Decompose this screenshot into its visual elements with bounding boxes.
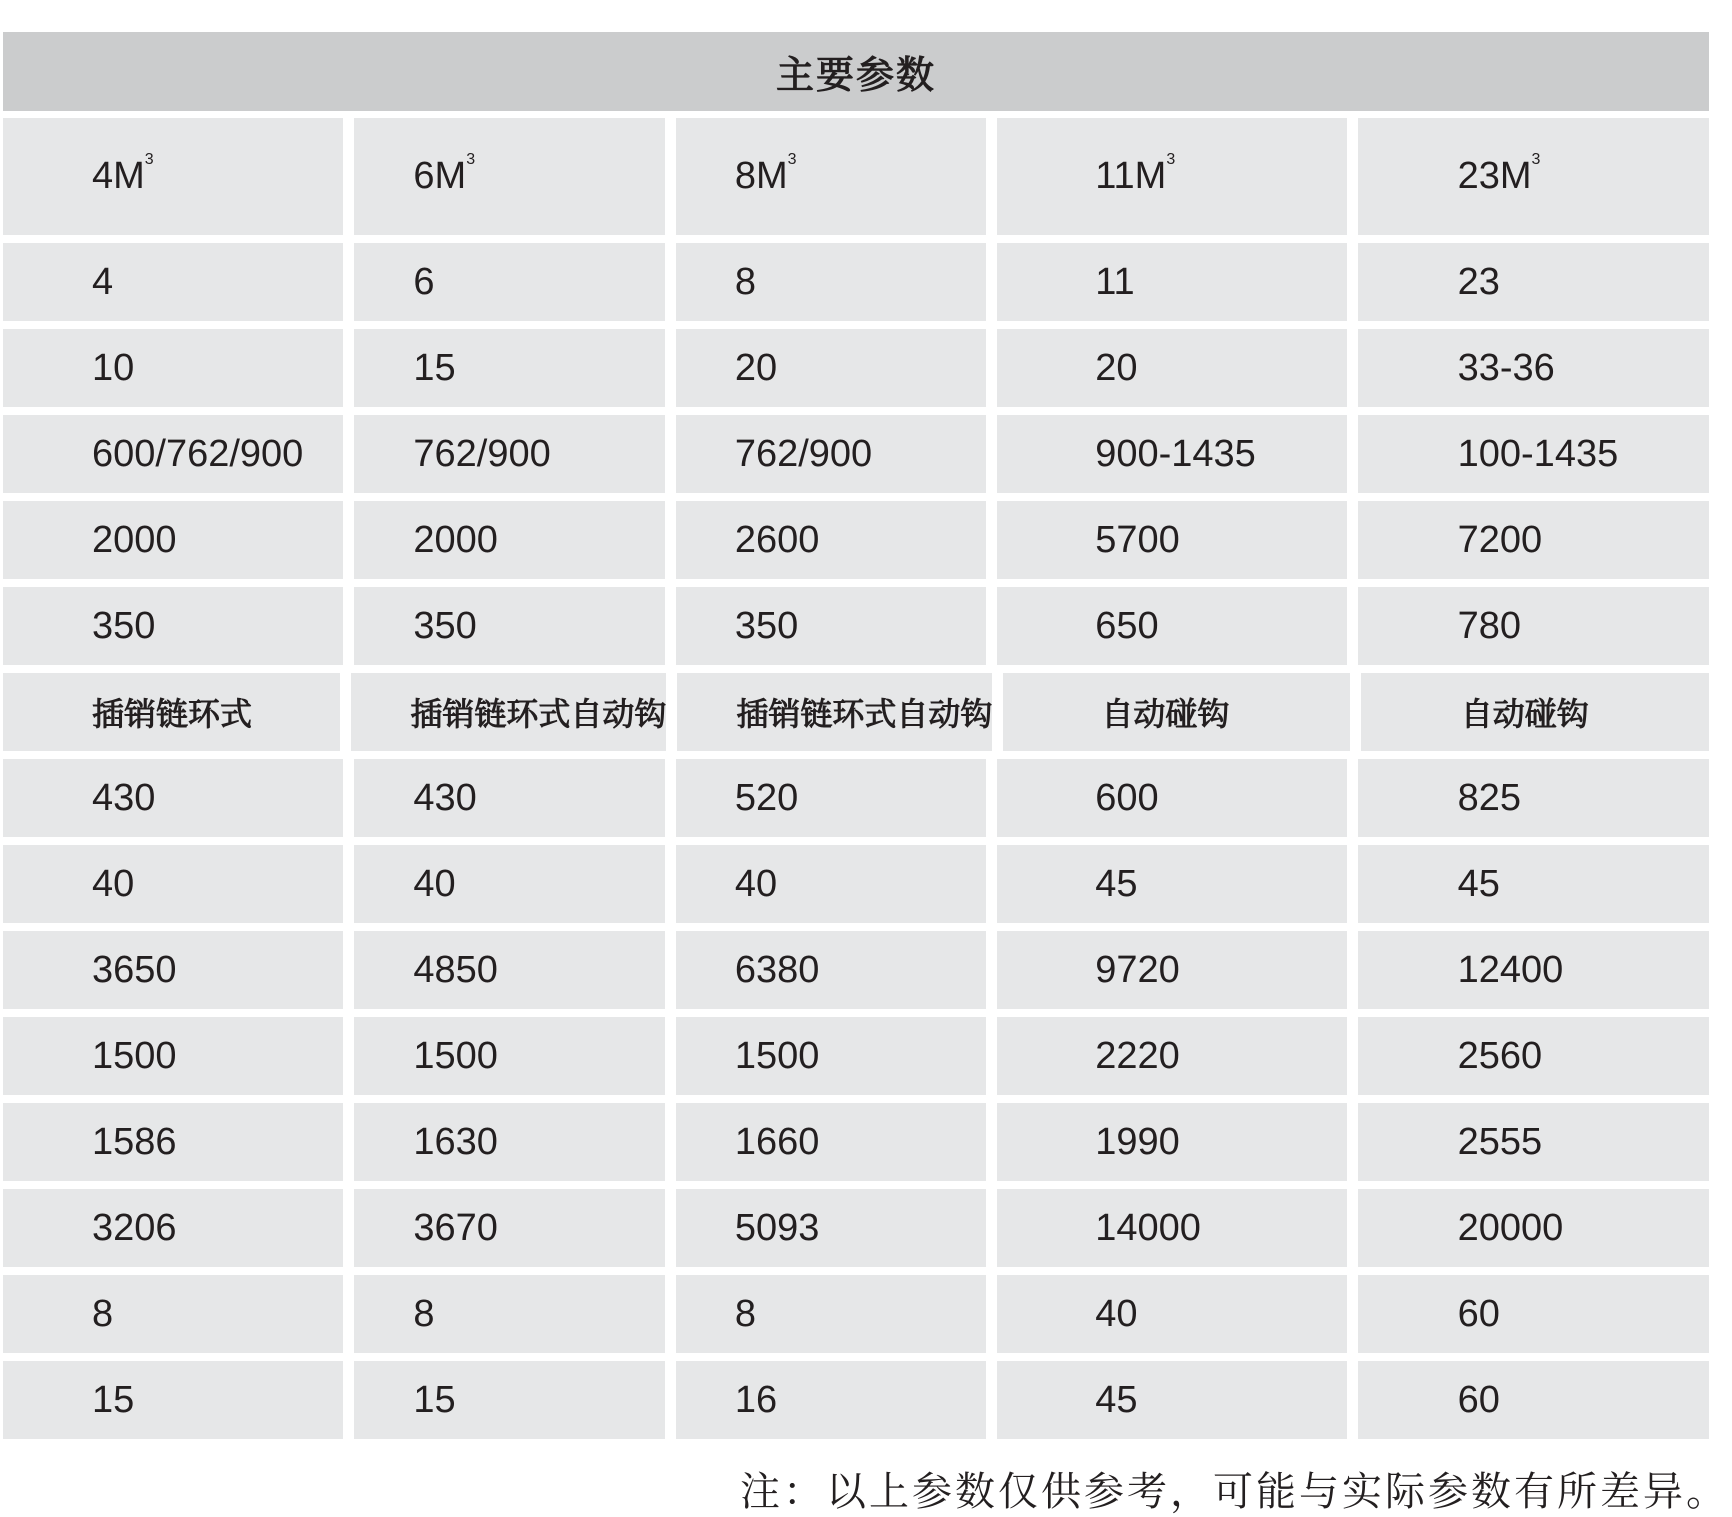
table-row	[3, 415, 1709, 493]
table-cell: 350	[3, 587, 343, 665]
table-cell: 8	[676, 1275, 986, 1353]
table-cell: 45	[997, 845, 1346, 923]
table-cell: 762/900	[676, 415, 986, 493]
table-cell: 1990	[997, 1103, 1346, 1181]
table-cell: 11	[997, 243, 1346, 321]
table-row	[3, 673, 1709, 751]
table-cell: 600/762/900	[3, 415, 343, 493]
table-cell: 6380	[676, 931, 986, 1009]
table-cell: 8	[354, 1275, 664, 1353]
table-cell: 3670	[354, 1189, 664, 1267]
model-label: $11M^3$	[1095, 151, 1176, 197]
table-cell: 10	[3, 329, 343, 407]
table-row	[3, 1103, 1709, 1181]
model-label: $23M^3$	[1457, 151, 1541, 197]
table-cell: 插销链环式自动钩	[351, 673, 666, 751]
table-cell: 插销链环式	[3, 673, 340, 751]
table-row	[3, 1017, 1709, 1095]
parameter-table	[3, 32, 1709, 1447]
model-label: $6M^3$	[413, 151, 476, 197]
table-cell: 2220	[997, 1017, 1346, 1095]
table-cell: 2555	[1358, 1103, 1709, 1181]
model-cell	[1358, 118, 1709, 235]
table-cell: 350	[354, 587, 664, 665]
table-cell: 1500	[3, 1017, 343, 1095]
table-cell: 23	[1358, 243, 1709, 321]
table-cell: 15	[3, 1361, 343, 1439]
table-row	[3, 587, 1709, 665]
table-cell: 8	[676, 243, 986, 321]
table-cell: 4	[3, 243, 343, 321]
table-cell: 600	[997, 759, 1346, 837]
table-cell: 自动碰钩	[1361, 673, 1709, 751]
table-cell: 3206	[3, 1189, 343, 1267]
model-cell	[997, 118, 1346, 235]
table-title: 主要参数	[3, 32, 1709, 111]
table-cell: 780	[1358, 587, 1709, 665]
table-cell: 1500	[676, 1017, 986, 1095]
table-cell: 430	[3, 759, 343, 837]
table-cell: 40	[3, 845, 343, 923]
table-cell: 20	[676, 329, 986, 407]
table-row	[3, 845, 1709, 923]
table-row	[3, 501, 1709, 579]
table-cell: 5700	[997, 501, 1346, 579]
table-cell: 12400	[1358, 931, 1709, 1009]
table-cell: 15	[354, 329, 664, 407]
table-cell: 650	[997, 587, 1346, 665]
table-cell: 20000	[1358, 1189, 1709, 1267]
table-row	[3, 759, 1709, 837]
table-row	[3, 1275, 1709, 1353]
table-cell: 1500	[354, 1017, 664, 1095]
table-cell: 430	[354, 759, 664, 837]
table-cell: 2000	[354, 501, 664, 579]
table-cell: 14000	[997, 1189, 1346, 1267]
table-cell: 15	[354, 1361, 664, 1439]
model-label: $4M^3$	[92, 151, 154, 197]
model-label: $8M^3$	[734, 151, 797, 197]
table-cell: 100-1435	[1358, 415, 1709, 493]
table-cell: 40	[676, 845, 986, 923]
table-cell: 60	[1358, 1361, 1709, 1439]
table-cell: 40	[997, 1275, 1346, 1353]
table-cell: 45	[1358, 845, 1709, 923]
model-cell	[354, 118, 664, 235]
table-cell: 1586	[3, 1103, 343, 1181]
table-cell: 825	[1358, 759, 1709, 837]
model-cell	[676, 118, 986, 235]
table-cell: 2000	[3, 501, 343, 579]
table-cell: 16	[676, 1361, 986, 1439]
table-row	[3, 329, 1709, 407]
model-cell	[3, 118, 343, 235]
table-cell: 60	[1358, 1275, 1709, 1353]
table-cell: 1630	[354, 1103, 664, 1181]
table-cell: 9720	[997, 931, 1346, 1009]
table-row	[3, 243, 1709, 321]
table-cell: 350	[676, 587, 986, 665]
table-cell: 8	[3, 1275, 343, 1353]
table-cell: 762/900	[354, 415, 664, 493]
table-cell: 5093	[676, 1189, 986, 1267]
table-cell: 插销链环式自动钩	[677, 673, 992, 751]
table-cell: 1660	[676, 1103, 986, 1181]
table-cell: 33-36	[1358, 329, 1709, 407]
table-cell: 900-1435	[997, 415, 1346, 493]
table-cell: 2560	[1358, 1017, 1709, 1095]
table-cell: 4850	[354, 931, 664, 1009]
table-cell: 45	[997, 1361, 1346, 1439]
table-cell: 自动碰钩	[1003, 673, 1349, 751]
table-cell: 2600	[676, 501, 986, 579]
table-row	[3, 1189, 1709, 1267]
table-cell: 40	[354, 845, 664, 923]
table-row	[3, 931, 1709, 1009]
table-cell: 6	[354, 243, 664, 321]
disclaimer-note: 注：以上参数仅供参考，可能与实际参数有所差异。	[740, 1469, 1729, 1515]
table-row	[3, 1361, 1709, 1439]
table-cell: 520	[676, 759, 986, 837]
table-cell: 7200	[1358, 501, 1709, 579]
table-cell: 3650	[3, 931, 343, 1009]
table-cell: 20	[997, 329, 1346, 407]
model-header-row	[3, 118, 1709, 235]
